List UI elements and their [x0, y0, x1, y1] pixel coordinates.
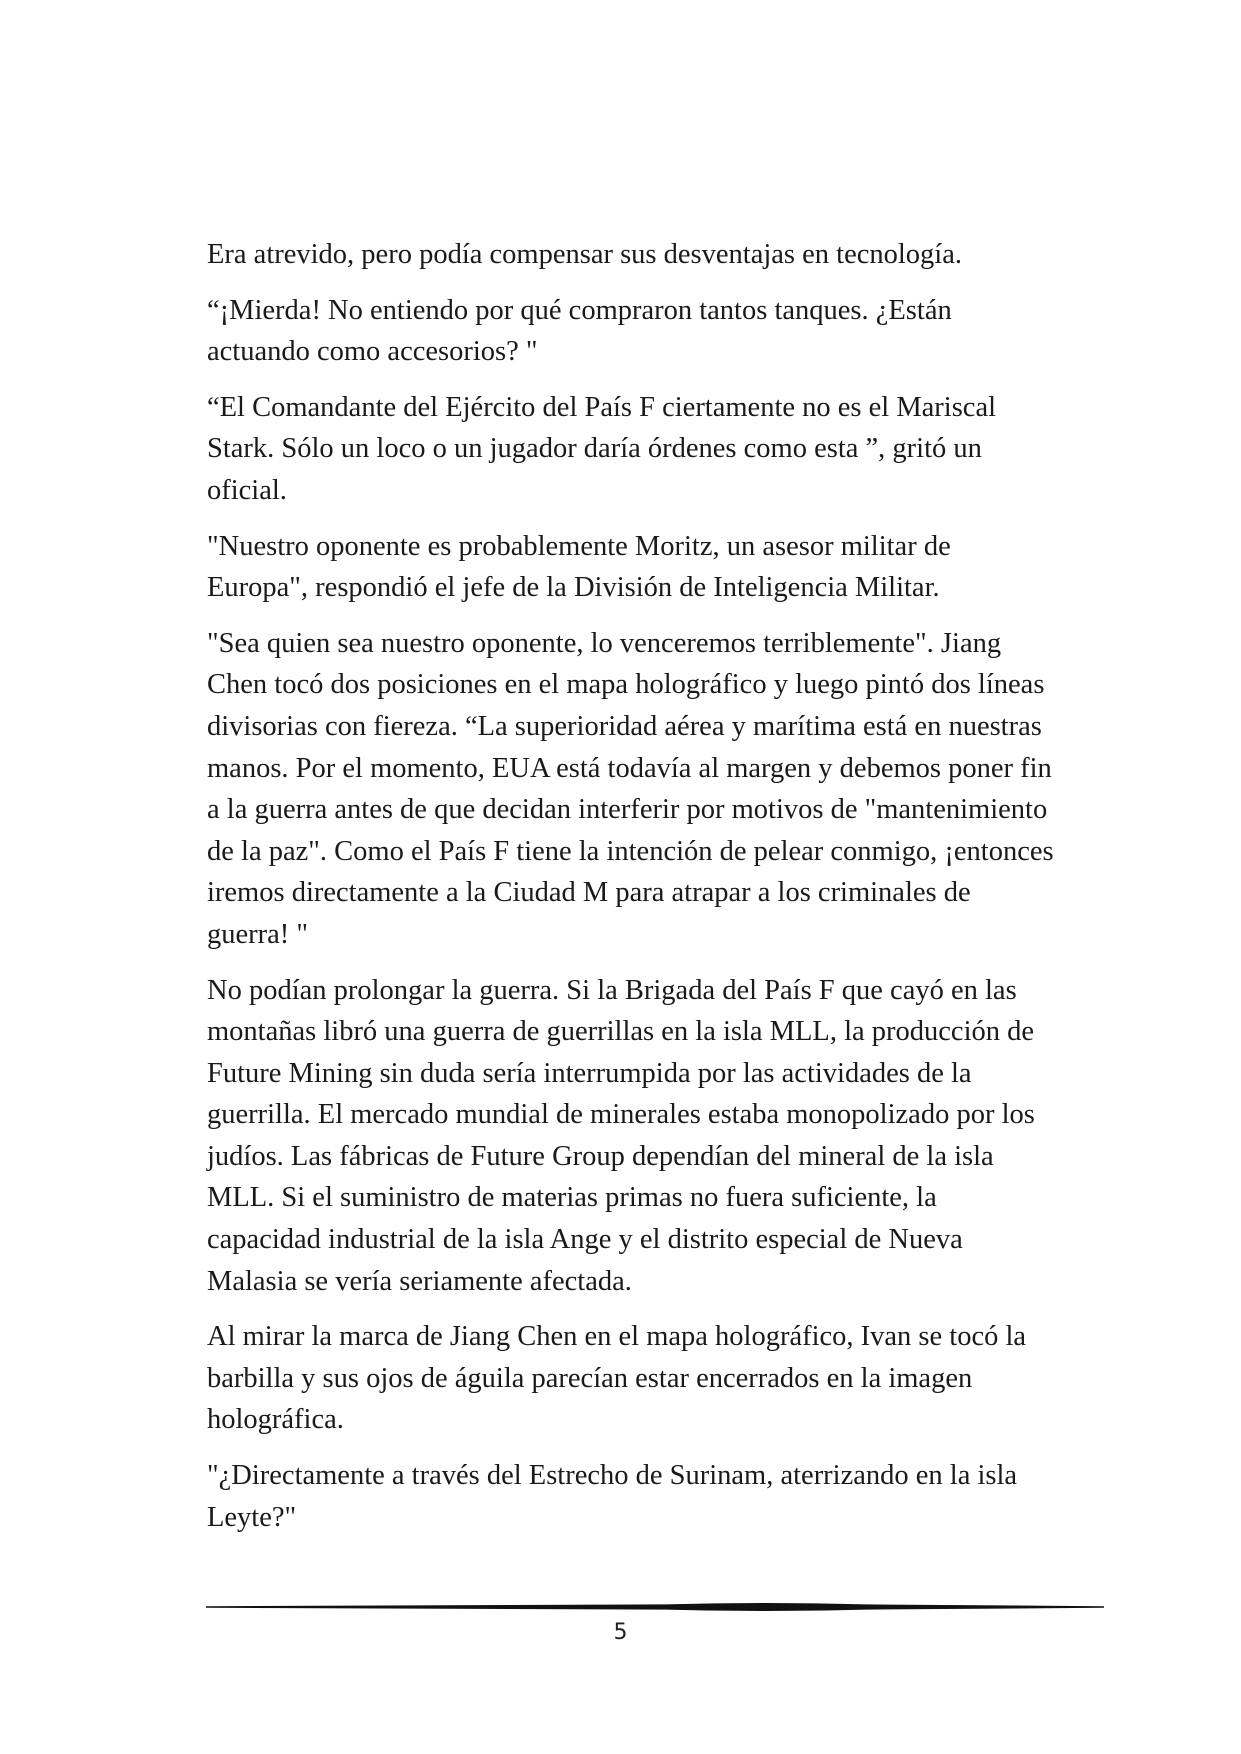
paragraph-2: “¡Mierda! No entiendo por qué compraron tantos tanques. ¿Están actuando como accesorios? " — [207, 294, 952, 368]
paragraph-3: “El Comandante del Ejército del País F ciertamente no es el Mariscal Stark. Sólo un loco o un jugador daría órdenes como esta ”, gritó un oficial. — [207, 391, 997, 506]
body-text — [207, 234, 1057, 1552]
paragraph-6: No podían prolongar la guerra. Si la Brigada del País F que cayó en las montañas libró una guerra de guerrillas en la isla MLL, la producción de Future Mining sin duda sería interrumpida por las actividades de la guerrilla. El mercado mundial de minerales estaba monopolizado por los judíos. Las fábricas de Future Group dependían del mineral de la isla MLL. Si el suministro de materias primas no fuera suficiente, la capacidad industrial de la isla Ange y el distrito especial de Nueva Malasia se vería seriamente afectada. — [207, 974, 1035, 1297]
paragraph-4: "Nuestro oponente es probablemente Moritz, un asesor militar de Europa", respondió el jefe de la División de Inteligencia Militar. — [207, 530, 951, 604]
paragraph-1: Era atrevido, pero podía compensar sus desventajas en tecnología. — [207, 239, 962, 270]
paragraph-8: "¿Directamente a través del Estrecho de Surinam, aterrizando en la isla Leyte?" — [207, 1460, 1018, 1533]
paragraph-5: "Sea quien sea nuestro oponente, lo venceremos terriblemente". Jiang Chen tocó dos posiciones en el mapa holográfico y luego pintó dos líneas divisorias con fiereza. “La superioridad aérea y marítima está en nuestras manos. Por el momento, EUA está todavía al margen y debemos poner fin a la guerra antes de que decidan interferir por motivos de "mantenimiento de la paz". Como el País F tiene la intención de pelear conmigo, ¡entonces iremos directamente a la Ciudad M para atrapar a los criminales de guerra! " — [207, 627, 1054, 950]
page-number: 5 — [613, 1620, 628, 1645]
paragraph-7: Al mirar la marca de Jiang Chen en el mapa holográfico, Ivan se tocó la barbilla y sus ojos de águila parecían estar encerrados en la imagen holográfica. — [207, 1321, 1027, 1436]
footer-divider — [206, 1601, 1104, 1613]
